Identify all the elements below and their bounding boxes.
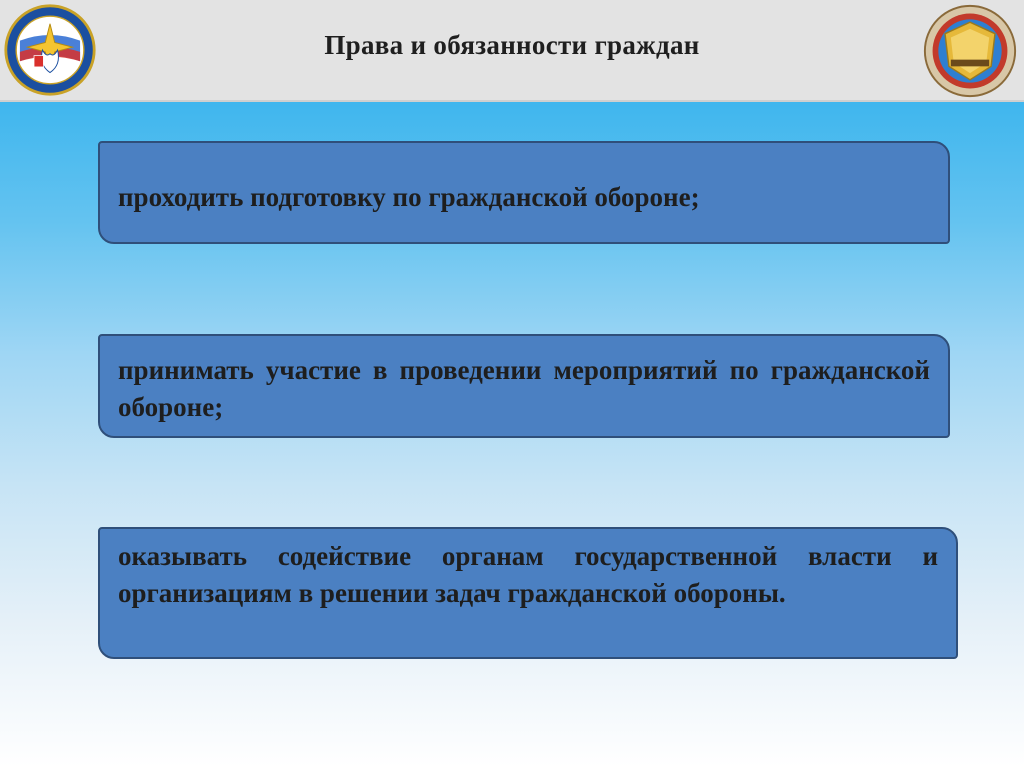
duty-text: проходить подготовку по гражданской обороне; <box>118 182 700 212</box>
duty-box-participation <box>98 334 950 438</box>
duty-box-assistance <box>98 527 958 659</box>
duty-box-training <box>98 141 950 244</box>
slide-header <box>0 0 1024 102</box>
duty-text: принимать участие в проведении мероприятий по гражданской обороне; <box>118 355 930 422</box>
anniversary-85-emblem-icon <box>922 3 1018 99</box>
slide-title: Права и обязанности граждан <box>324 30 700 60</box>
duty-text: оказывать содействие органам государственной власти и организациям в решении задач гражданской обороны. <box>118 541 938 608</box>
